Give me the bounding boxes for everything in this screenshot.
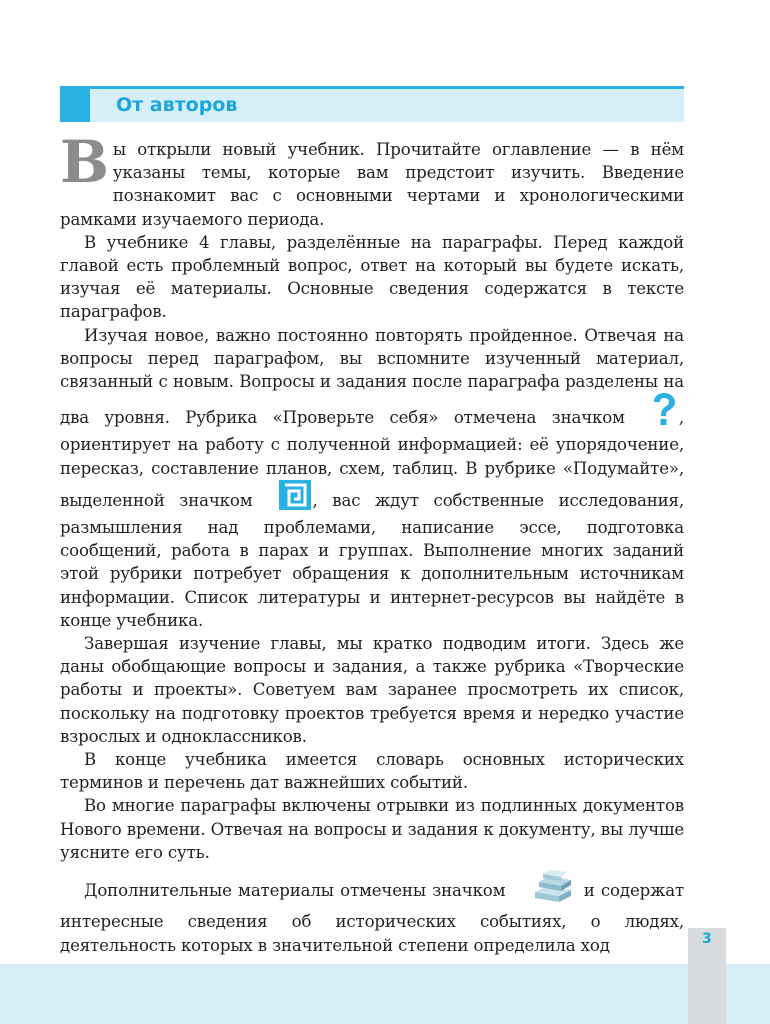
paragraph-extra-text-a: Дополнительные материалы отмечены значком: [84, 881, 506, 901]
paragraph-documents: Во многие параграфы включены отрывки из подлинных документов Нового времени. Отвечая на вопросы и задания к документу, вы лучше уясните его суть.: [60, 796, 684, 862]
paragraph-rubrics-text-b: , ориентирует на работу с полученной информацией: её упорядочение, пересказ, составление планов, схем, таблиц. В рубрике «Подумайте», выделенной значком: [60, 408, 684, 510]
section-title: От авторов: [116, 94, 238, 116]
drop-cap: В: [60, 128, 109, 196]
question-mark-icon: [627, 393, 677, 433]
paragraph-extra: [60, 870, 684, 957]
header-accent-block: [60, 86, 90, 122]
paragraph-summary: Завершая изучение главы, мы кратко подводим итоги. Здесь же даны обобщающие вопросы и задания, а также рубрика «Творческие работы и проекты». Советуем вам заранее просмотреть их список, поскольку на подготовку проектов требуется время и нередко участие взрослых и одноклассников.: [60, 634, 684, 746]
paragraph-glossary: В конце учебника имеется словарь основных исторических терминов и перечень дат важнейших событий.: [60, 750, 684, 793]
paragraph-rubrics: [60, 324, 684, 632]
section-header: [60, 86, 684, 122]
paragraph-extra-text-b: и содержат интересные сведения об исторических событиях, о людях, деятельность которых в значительной степени определила ход: [60, 881, 684, 955]
footer-band: [0, 964, 770, 1024]
paragraph-chapters: В учебнике 4 главы, разделённые на параграфы. Перед каждой главой есть проблемный вопрос, ответ на который вы будете искать, изучая её материалы. Основные сведения содержатся в тексте параграфов.: [60, 232, 684, 322]
paragraph-intro: [60, 128, 684, 231]
spiral-square-icon: [255, 480, 311, 516]
paragraph-intro-text: ы открыли новый учебник. Прочитайте оглавление — в нём указаны темы, которые вам предстоит изучить. Введение познакомит вас с основными чертами и хронологическими рамками изучаемого периода.: [60, 140, 684, 229]
paragraph-rubrics-text-c: , вас ждут собственные исследования, размышления над проблемами, написание эссе, подготовка сообщений, работа в парах и группах. Выполнение многих заданий этой рубрики потребует обращения к дополнительным источникам информации. Список литературы и интернет-ресурсов вы найдёте в конце учебника.: [60, 490, 684, 630]
page-number-tab: [688, 928, 726, 1024]
body-text: [60, 128, 684, 957]
page-number: 3: [702, 931, 712, 947]
paragraph-rubrics-text-a: Изучая новое, важно постоянно повторять пройденное. Отвечая на вопросы перед параграфом, вы вспомните изученный материал, связанный с новым. Вопросы и задания после параграфа разделены на два уровня. Рубрика «Проверьте себя» отмечена значком: [60, 325, 684, 428]
books-stack-icon: [507, 870, 575, 910]
